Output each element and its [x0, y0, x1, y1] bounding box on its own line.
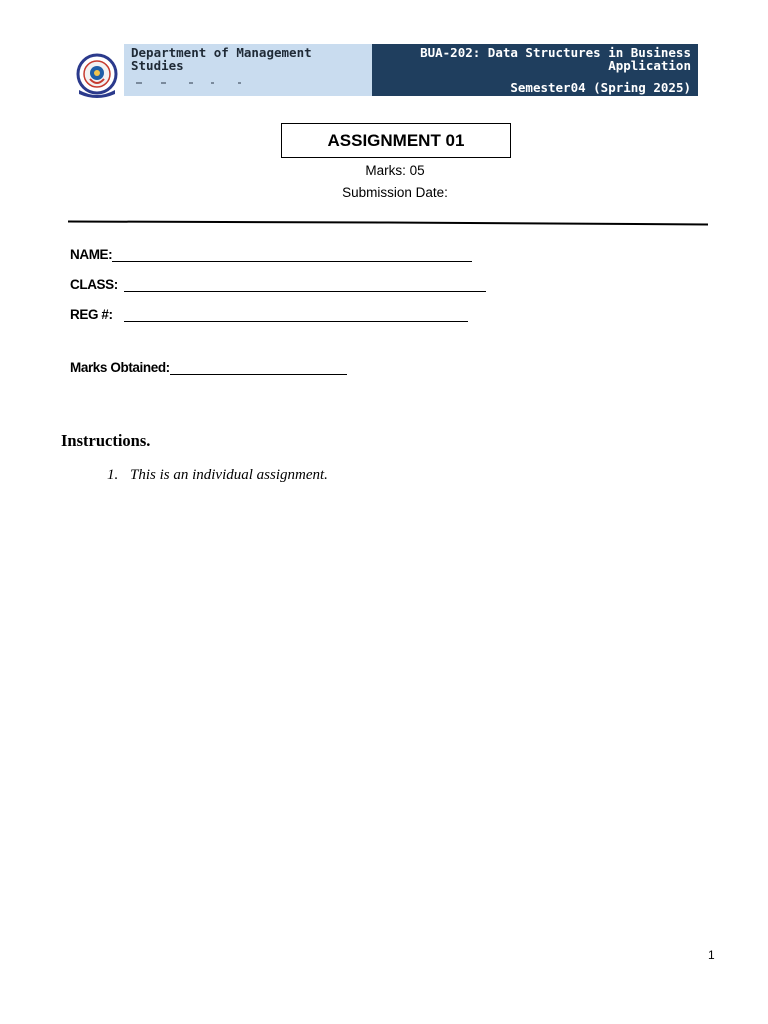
- submission-date: Submission Date:: [342, 185, 448, 200]
- marks-obtained-input-line[interactable]: [170, 362, 347, 375]
- list-item: [107, 467, 328, 484]
- semester-label: Semester04 (Spring 2025): [510, 80, 691, 95]
- name-field[interactable]: [70, 247, 472, 262]
- class-field[interactable]: [70, 277, 486, 292]
- divider-line: [68, 214, 708, 222]
- list-item-text: This is an individual assignment.: [130, 467, 328, 483]
- university-logo-icon: [76, 52, 120, 98]
- name-input-line[interactable]: [112, 249, 472, 262]
- instructions-list: [107, 467, 328, 484]
- course-title: BUA-202: Data Structures in Business Application: [420, 45, 691, 73]
- marks-obtained-label: Marks Obtained:: [70, 360, 170, 375]
- department-name: Department of Management Studies: [131, 45, 312, 73]
- page-number: 1: [708, 948, 715, 962]
- total-marks: Marks: 05: [365, 163, 425, 178]
- class-input-line[interactable]: [124, 279, 486, 292]
- assignment-title: ASSIGNMENT 01: [281, 123, 511, 158]
- reg-label: REG #:: [70, 307, 116, 322]
- class-label: CLASS:: [70, 277, 122, 292]
- reg-input-line[interactable]: [124, 309, 468, 322]
- department-subtitle-decoration: [131, 80, 251, 86]
- list-item-number: 1.: [107, 467, 119, 483]
- reg-field[interactable]: [70, 307, 468, 322]
- instructions-heading: Instructions.: [61, 431, 151, 450]
- marks-obtained-field[interactable]: [70, 360, 347, 375]
- name-label: NAME:: [70, 247, 113, 262]
